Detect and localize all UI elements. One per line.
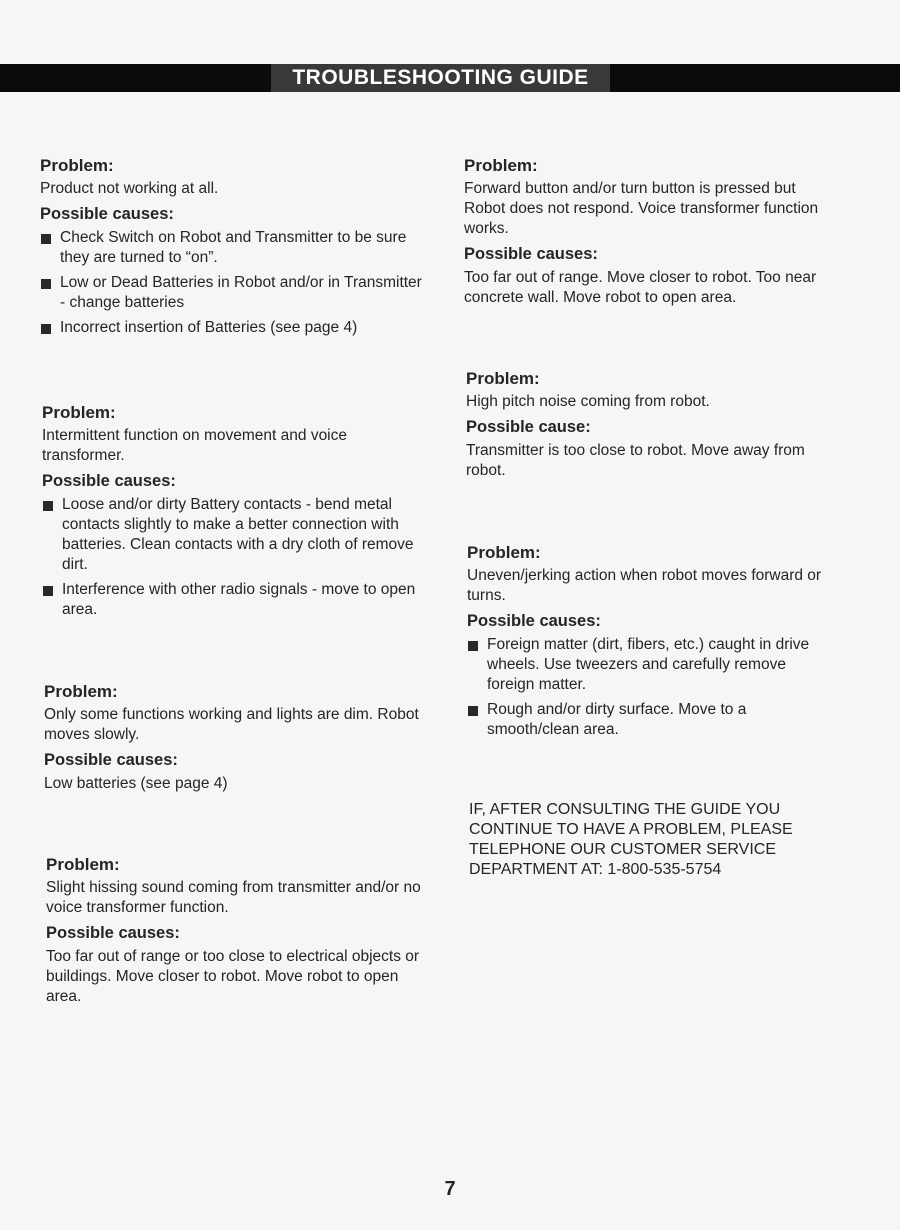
causes-heading: Possible causes: (44, 751, 178, 769)
cause-item: Foreign matter (dirt, fibers, etc.) caught in drive wheels. Use tweezers and carefully remove foreign matter. (467, 635, 837, 695)
problem-text: High pitch noise coming from robot. (466, 393, 710, 410)
bullet-square-icon (468, 641, 478, 651)
problem-section-7 (467, 542, 837, 745)
cause-item: Low or Dead Batteries in Robot and/or in Transmitter - change batteries (40, 273, 430, 313)
problem-section-5 (464, 155, 834, 312)
causes-list (42, 495, 432, 620)
bullet-square-icon (468, 706, 478, 716)
causes-text: Too far out of range or too close to electrical objects or buildings. Move closer to robot. Move robot to open area. (46, 948, 420, 1005)
causes-text: Transmitter is too close to robot. Move away from robot. (466, 442, 805, 479)
problem-section-3 (44, 681, 434, 798)
problem-text: Only some functions working and lights are dim. Robot moves slowly. (44, 706, 419, 743)
cause-item: Rough and/or dirty surface. Move to a smooth/clean area. (467, 700, 837, 740)
causes-heading: Possible cause: (466, 418, 591, 436)
causes-heading: Possible causes: (42, 472, 176, 490)
causes-list (40, 228, 430, 338)
page-title: TROUBLESHOOTING GUIDE (271, 64, 610, 92)
problem-heading: Problem: (466, 369, 540, 388)
causes-text: Low batteries (see page 4) (44, 775, 228, 792)
problem-heading: Problem: (467, 543, 541, 562)
problem-text: Uneven/jerking action when robot moves forward or turns. (467, 567, 822, 604)
problem-section-2 (42, 402, 432, 625)
bullet-square-icon (43, 586, 53, 596)
bullet-square-icon (41, 324, 51, 334)
causes-heading: Possible causes: (464, 245, 598, 263)
problem-text: Product not working at all. (40, 180, 219, 197)
causes-heading: Possible causes: (467, 612, 601, 630)
page-number: 7 (444, 1178, 456, 1200)
problem-heading: Problem: (40, 156, 114, 175)
causes-list (467, 635, 837, 740)
problem-heading: Problem: (42, 403, 116, 422)
problem-text: Forward button and/or turn button is pressed but Robot does not respond. Voice transformer function works. (464, 180, 819, 237)
cause-item: Check Switch on Robot and Transmitter to be sure they are turned to “on”. (40, 228, 430, 268)
problem-text: Slight hissing sound coming from transmitter and/or no voice transformer function. (46, 879, 421, 916)
problem-section-6 (466, 368, 836, 485)
problem-heading: Problem: (46, 855, 120, 874)
problem-text: Intermittent function on movement and voice transformer. (42, 427, 347, 464)
causes-text: Too far out of range. Move closer to robot. Too near concrete wall. Move robot to open area. (464, 269, 817, 306)
causes-heading: Possible causes: (46, 924, 180, 942)
cause-item: Incorrect insertion of Batteries (see page 4) (40, 318, 430, 338)
problem-heading: Problem: (44, 682, 118, 701)
bullet-square-icon (43, 501, 53, 511)
problem-section-4 (46, 854, 436, 1011)
problem-section-1 (40, 155, 430, 343)
causes-heading: Possible causes: (40, 205, 174, 223)
cause-item: Interference with other radio signals - move to open area. (42, 580, 432, 620)
bullet-square-icon (41, 279, 51, 289)
bullet-square-icon (41, 234, 51, 244)
problem-heading: Problem: (464, 156, 538, 175)
customer-service-notice: IF, AFTER CONSULTING THE GUIDE YOU CONTINUE TO HAVE A PROBLEM, PLEASE TELEPHONE OUR CUSTOMER SERVICE DEPARTMENT AT: 1-800-535-5754 (469, 801, 793, 878)
cause-item: Loose and/or dirty Battery contacts - bend metal contacts slightly to make a better connection with batteries. Clean contacts with a dry cloth of remove dirt. (42, 495, 432, 575)
